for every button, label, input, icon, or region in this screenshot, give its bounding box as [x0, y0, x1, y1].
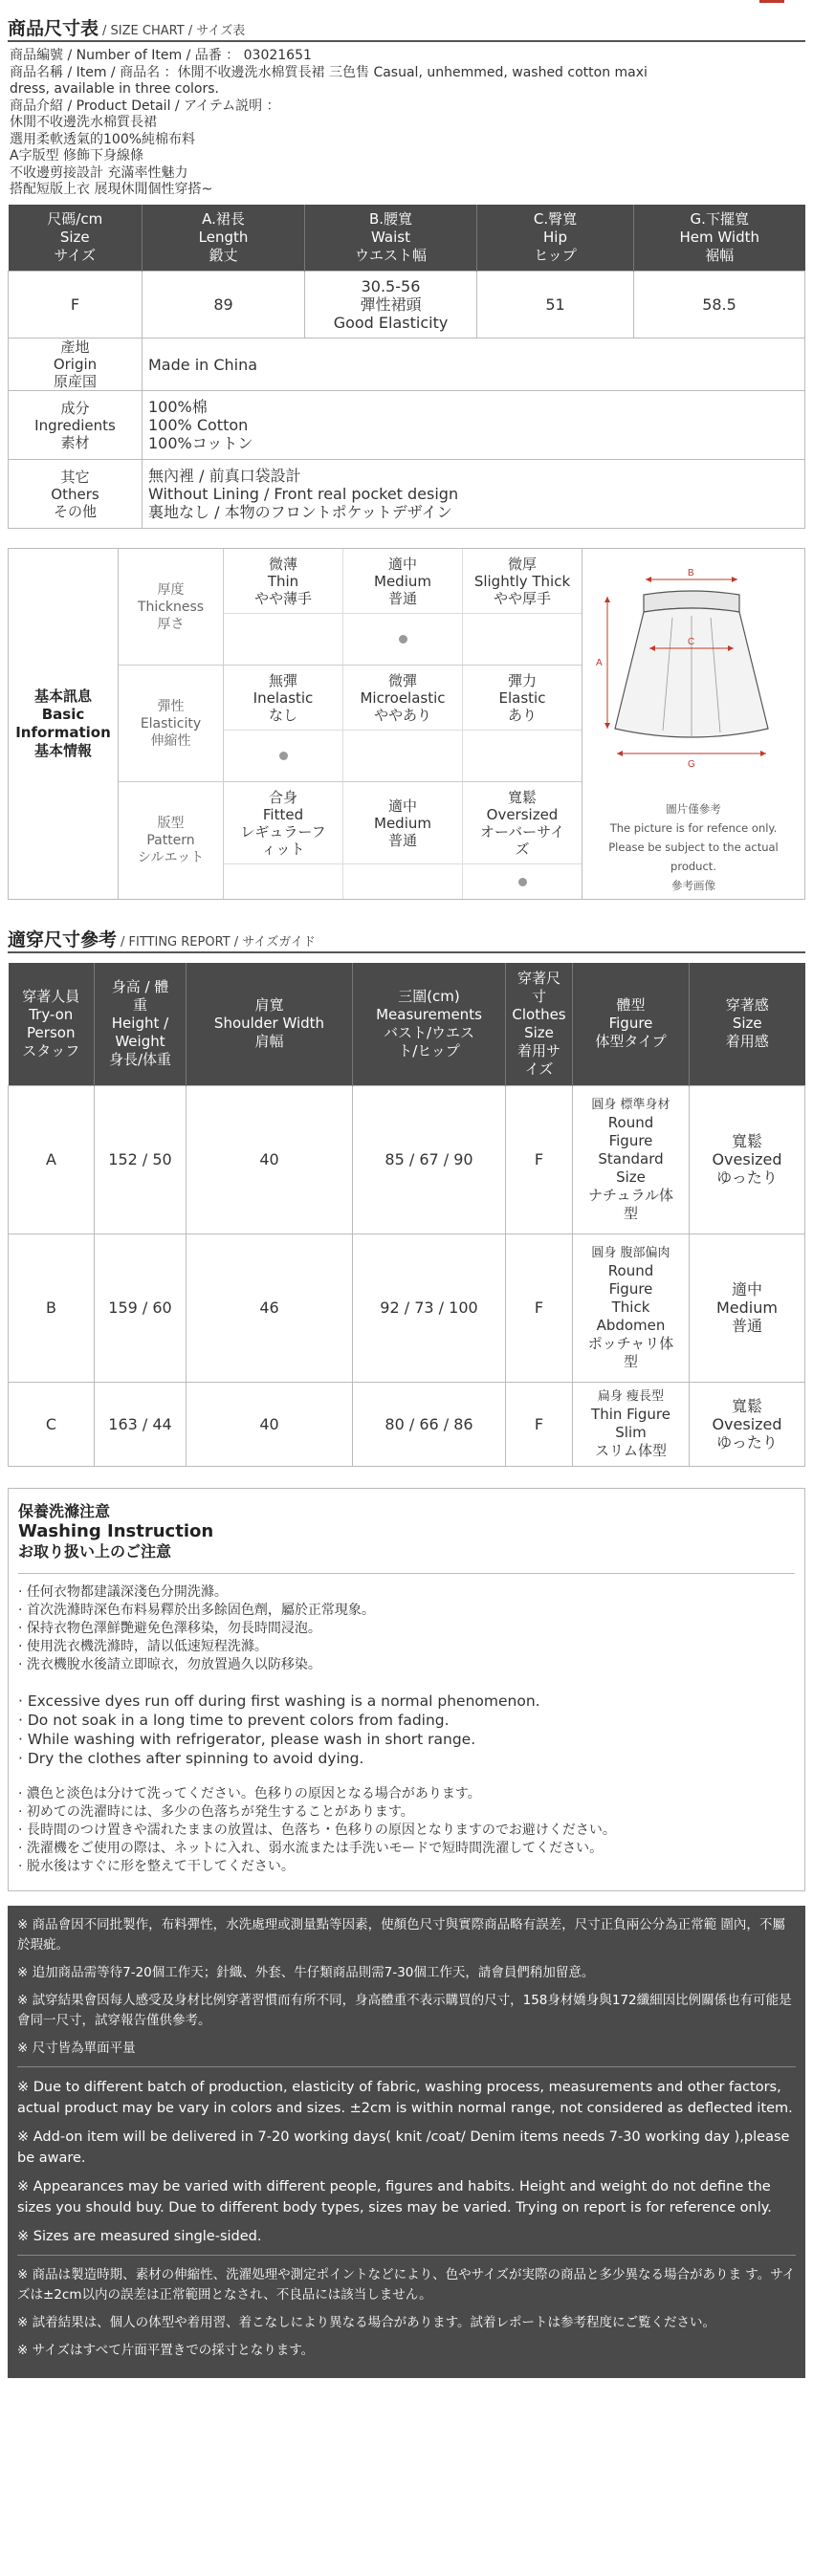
feature-name-elasticity: 彈性 Elasticity 伸縮性 — [119, 666, 224, 781]
ingredients-row — [9, 391, 805, 460]
ingredients-value: 100%棉 100% Cotton 100%コットン — [143, 391, 805, 460]
note-zh: ※ 尺寸皆為單面平量 — [17, 2040, 136, 2056]
feel-value: 適中 Medium 普通 — [690, 1233, 805, 1382]
header-person: 穿著人員 Try-on Person スタッフ — [9, 963, 95, 1085]
figure-value: 圓身 腹部偏肉 Round Figure Thick Abdomen ポッチャリ体 型 — [573, 1233, 690, 1382]
diagram-label-c: C — [688, 637, 695, 647]
washing-zh: · 任何衣物都建議深淺色分開洗滌。 · 首次洗滌時深色布料易釋於出多餘固色劑，屬於正常現象。 · 保持衣物色澤鮮艷避免色澤移染，勿長時間浸泡。 · 使用洗衣機洗滌時，請以低速短程洗滌。 · 洗衣機脫水後請立即晾衣，勿放置過久以防移染。 — [18, 1583, 375, 1672]
note-en: ※ Sizes are measured single-sided. — [17, 2228, 262, 2244]
selected-dot-icon — [399, 635, 407, 644]
shoulder-value: 40 — [187, 1085, 353, 1233]
origin-label: 產地 Origin 原産国 — [9, 338, 143, 391]
measurements-value: 92 / 73 / 100 — [353, 1233, 506, 1382]
selected-dot-icon — [279, 752, 288, 760]
info-line: 商品名稱 / Item / 商品名 ：休閒不收邊洗水棉質長裙 三色售 Casual, unhemmed, washed cotton maxi — [10, 64, 648, 80]
fitting-header — [8, 915, 805, 953]
height-weight-value: 159 / 60 — [95, 1233, 187, 1382]
header-height-weight: 身高 / 體 重 Height / Weight 身長/体重 — [95, 963, 187, 1085]
dot-cell — [224, 614, 343, 665]
feel-value: 寬鬆 Ovesized ゆったり — [690, 1382, 805, 1466]
product-info — [8, 42, 805, 205]
skirt-diagram — [582, 549, 804, 899]
info-line: A字版型 修飾下身線條 — [10, 148, 144, 164]
diagram-label-g: G — [688, 759, 695, 770]
origin-value: Made in China — [143, 338, 805, 391]
person-value: A — [9, 1085, 95, 1233]
info-line: 搭配短版上衣 展現休閒個性穿搭~ — [10, 182, 213, 197]
header-waist: B.腰寬 Waist ウエスト幅 — [305, 205, 477, 272]
note-zh: ※ 試穿結果會因每人感受及身材比例穿著習慣而有所不同，身高體重不表示購買的尺寸，158身材嬌身與172纖細因比例關係也有可能是會同一尺寸，試穿報告僅供參考。 — [17, 1992, 792, 2028]
note-jp: ※ サイズはすべて片面平置きでの採寸となります。 — [17, 2342, 315, 2358]
option-inelastic: 無彈 Inelastic なし — [224, 666, 343, 730]
option-elastic: 彈力 Elastic あり — [498, 671, 546, 724]
shoulder-value: 46 — [187, 1233, 353, 1382]
diagram-note: 圖片僅參考 The picture is for refence only. Please be subject to the actual product. 參考画像 — [608, 802, 779, 892]
info-line: 商品編號 / Number of Item / 品番 ： 03021651 — [10, 48, 312, 63]
size-table-header — [9, 205, 805, 272]
height-weight-value: 152 / 50 — [95, 1085, 187, 1233]
washing-instruction — [8, 1488, 805, 1891]
feature-panel — [8, 548, 805, 900]
option-microelastic: 微彈 Microelastic ややあり — [343, 666, 463, 730]
note-en: ※ Appearances may be varied with different people, figures and habits. Height and weight do not define the sizes you should buy. Due to different body types, sizes may be varied. Trying on report is for reference only. — [17, 2178, 772, 2216]
fitting-title: 適穿尺寸參考 — [8, 929, 118, 950]
selected-dot-icon — [518, 878, 527, 886]
header-feel: 穿著感 Size 着用感 — [690, 963, 805, 1085]
option-medium: 適中 Medium 普通 — [343, 549, 463, 613]
origin-row — [9, 338, 805, 391]
fitting-row-b — [9, 1233, 805, 1382]
hem-value: 58.5 — [634, 272, 805, 338]
note-jp: ※ 試着結果は、個人の体型や着用習、着こなしにより異なる場合があります。試着レポートは参考程度にご覧ください。 — [17, 2314, 716, 2330]
clothes-size-value: F — [506, 1085, 573, 1233]
ingredients-label: 成分 Ingredients 素材 — [9, 391, 143, 460]
fitting-table-header — [9, 963, 805, 1085]
dot-cell — [224, 864, 343, 899]
basic-info-label: 基本訊息 Basic Information 基本情報 — [9, 549, 119, 899]
size-table — [8, 205, 805, 530]
info-line: 不收邊剪接設計 充滿率性魅力 — [10, 164, 188, 181]
washing-title: 保養洗滌注意 Washing Instruction お取り扱い上のご注意 — [18, 1501, 214, 1561]
header-length: A.裙長 Length 鍛丈 — [143, 205, 305, 272]
feature-name-pattern: 版型 Pattern シルエット — [119, 782, 224, 899]
person-value: B — [9, 1233, 95, 1382]
fitting-table — [8, 963, 805, 1467]
feature-name-thickness: 厚度 Thickness 厚さ — [119, 549, 224, 665]
dot-cell — [343, 614, 463, 665]
dot-cell — [463, 864, 582, 899]
figure-value: 圓身 標準身材 Round Figure Standard Size ナチュラル体 型 — [573, 1085, 690, 1233]
header-accent-mark — [759, 0, 784, 3]
feel-value: 寬鬆 Ovesized ゆったり — [690, 1085, 805, 1233]
clothes-size-value: F — [506, 1233, 573, 1382]
measurements-value: 80 / 66 / 86 — [353, 1382, 506, 1466]
divider — [17, 2255, 796, 2256]
diagram-label-a: A — [596, 658, 603, 668]
washing-en: · Excessive dyes run off during first washing is a normal phenomenon. · Do not soak in a long time to prevent colors from fading. · While washing with refrigerator, please wash in short range. · Dry the clothes after spinning to avoid dying. — [18, 1692, 540, 1767]
skirt-diagram-icon — [586, 558, 797, 778]
option-medium: 適中 Medium 普通 — [343, 782, 463, 863]
size-row-f — [9, 272, 805, 338]
size-chart-title: 商品尺寸表 — [8, 18, 99, 39]
fitting-row-c — [9, 1382, 805, 1466]
option-thin: 微薄 Thin やや薄手 — [224, 549, 343, 613]
feature-row-elasticity — [119, 666, 582, 782]
option-fitted: 合身 Fitted レギュラーフ ィット — [224, 782, 343, 863]
info-line: 休閒不收邊洗水棉質長裙 — [10, 115, 157, 130]
size-chart-subtitle: / SIZE CHART / サイズ表 — [102, 24, 246, 38]
waist-value: 30.5-56 彈性裙頭 Good Elasticity — [305, 272, 477, 338]
header-measurements: 三圍(cm) Measurements バスト/ウエス ト/ヒップ — [353, 963, 506, 1085]
hip-value: 51 — [477, 272, 634, 338]
option-oversized: 寬鬆 Oversized オーバーサイ ズ — [479, 788, 565, 858]
dot-cell — [463, 731, 582, 781]
shoulder-value: 40 — [187, 1382, 353, 1466]
washing-jp: · 濃色と淡色は分けて洗ってください。色移りの原因となる場合があります。 · 初めての洗濯時には、多少の色落ちが発生することがあります。 · 長時間のつけ置きや濡れたままの放置は、色落ち・色移りの原因となりますのでお避けください。 · 洗濯機をご使用の際は、ネットに入れ、弱水流または手洗いモードで短時間洗濯してください。 · 脱水後はすぐに形を整えて干してください。 — [18, 1785, 616, 1874]
note-en: ※ Due to different batch of production, elasticity of fabric, washing process, measurements and other factors, actual product may be vary in colors and sizes. ±2cm is within normal range, not considered as deflected item. — [17, 2079, 793, 2116]
size-value: F — [9, 272, 143, 338]
length-value: 89 — [143, 272, 305, 338]
header-shoulder: 肩寬 Shoulder Width 肩幅 — [187, 963, 353, 1085]
note-en: ※ Add-on item will be delivered in 7-20 working days( knit /coat/ Denim items needs 7-30 working day ),please be aware. — [17, 2128, 790, 2166]
header-hem: G.下擺寬 Hem Width 裾幅 — [634, 205, 805, 272]
header-hip: C.臀寬 Hip ヒップ — [477, 205, 634, 272]
dot-cell — [343, 864, 463, 899]
notes-panel — [8, 1906, 805, 2378]
option-slightly-thick: 微厚 Slightly Thick やや厚手 — [473, 555, 571, 607]
feature-row-pattern — [119, 782, 582, 899]
header-size: 尺碼/cm Size サイズ — [9, 205, 143, 272]
size-chart-header — [8, 0, 805, 42]
feature-row-thickness — [119, 549, 582, 666]
others-value: 無內裡 / 前真口袋設計 Without Lining / Front real pocket design 裏地なし / 本物のフロントポケットデザイン — [143, 460, 805, 529]
note-zh: ※ 商品會因不同批製作，布料彈性，水洗處理或測量點等因素，使顏色尺寸與實際商品略有誤差，尺寸正負兩公分為正常範 圍內，不屬於瑕疵。 — [17, 1916, 785, 1953]
header-figure: 體型 Figure 体型タイプ — [573, 963, 690, 1085]
dot-cell — [463, 614, 582, 665]
others-row — [9, 460, 805, 529]
note-zh: ※ 追加商品需等待7-20個工作天；針織、外套、牛仔類商品則需7-30個工作天，請會員們稍加留意。 — [17, 1964, 595, 1980]
fitting-subtitle: / FITTING REPORT / サイズガイド — [121, 935, 316, 950]
diagram-label-b: B — [688, 568, 694, 579]
others-label: 其它 Others その他 — [9, 460, 143, 529]
divider — [17, 2066, 796, 2067]
note-jp: ※ 商品は製造時期、素材の伸縮性、洗濯処理や測定ポイントなどにより、色やサイズが実際の商品と多少異なる場合がありま す。サイズは±2cm以内の誤差は正常範囲となされ、不良品には該当しません。 — [17, 2266, 796, 2303]
dot-cell — [343, 731, 463, 781]
divider — [18, 1573, 795, 1574]
figure-value: 扁身 瘦長型 Thin Figure Slim スリム体型 — [573, 1382, 690, 1466]
info-line: dress, available in three colors. — [10, 81, 219, 97]
dot-cell — [224, 731, 343, 781]
info-line: 選用柔軟透氣的100%純棉布料 — [10, 131, 196, 147]
header-clothes-size: 穿著尺 寸 Clothes Size 着用サ イズ — [506, 963, 573, 1085]
clothes-size-value: F — [506, 1382, 573, 1466]
feature-grid — [119, 549, 582, 899]
fitting-row-a — [9, 1085, 805, 1233]
measurements-value: 85 / 67 / 90 — [353, 1085, 506, 1233]
person-value: C — [9, 1382, 95, 1466]
height-weight-value: 163 / 44 — [95, 1382, 187, 1466]
info-line: 商品介紹 / Product Detail / アイテム説明 ： — [10, 98, 280, 114]
